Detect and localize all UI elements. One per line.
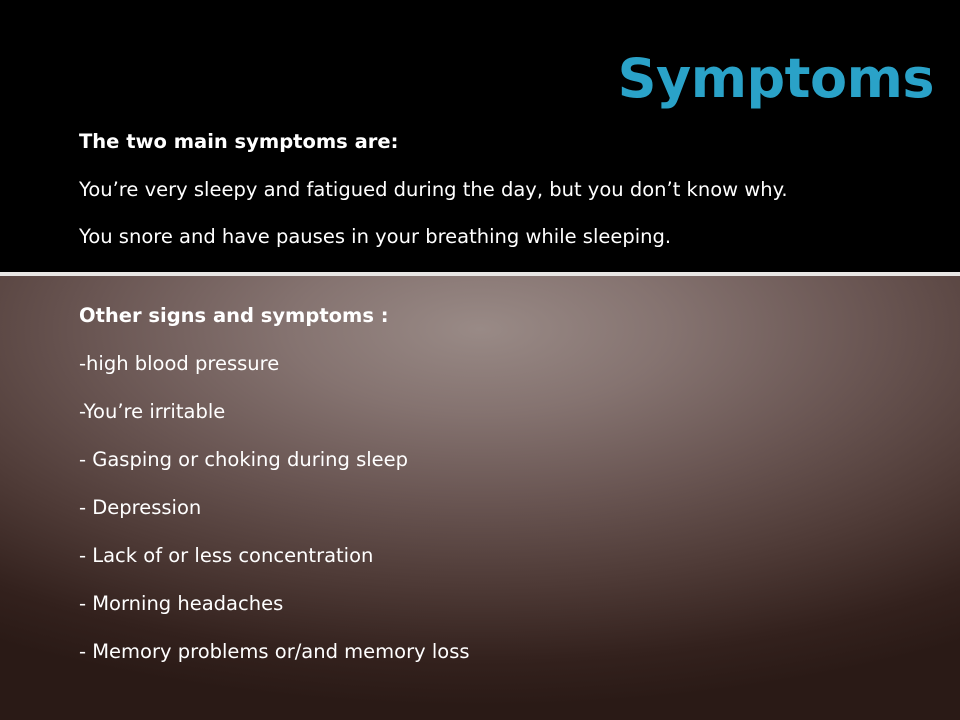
main-symptom-item: You’re very sleepy and fatigued during the day, but you don’t know why. (79, 178, 788, 201)
other-symptom-item: - Depression (79, 496, 202, 519)
other-symptom-item: - Memory problems or/and memory loss (79, 640, 470, 663)
main-symptom-item: You snore and have pauses in your breathing while sleeping. (79, 225, 672, 248)
other-symptom-item: - Morning headaches (79, 592, 284, 615)
other-symptom-item: -high blood pressure (79, 352, 280, 375)
slide-title: Symptoms (617, 47, 934, 110)
main-symptoms-heading: The two main symptoms are: (79, 130, 399, 153)
other-symptom-item: - Lack of or less concentration (79, 544, 374, 567)
other-symptom-item: - Gasping or choking during sleep (79, 448, 409, 471)
other-symptom-item: -You’re irritable (79, 400, 226, 423)
other-symptoms-heading: Other signs and symptoms : (79, 304, 389, 327)
